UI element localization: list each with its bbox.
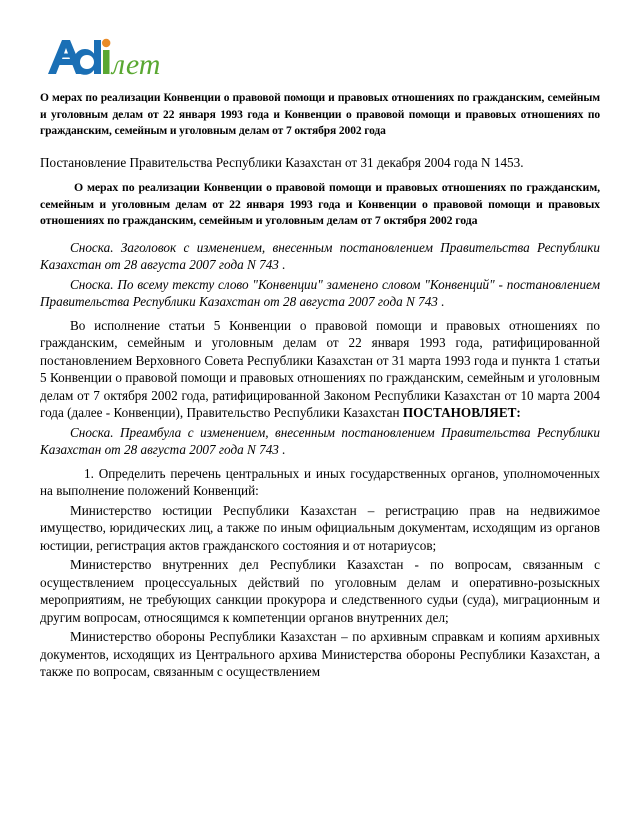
svg-text:лет: лет: [112, 48, 161, 81]
org-paragraph-defence: Министерство обороны Республики Казахстан – по архивным справкам и копиям архивных документов, исходящих из Центрального архива Министерства обороны Республики Казахстан, а также по вопросам, связанным с осуществлением: [40, 629, 600, 679]
preamble-paragraph: [40, 317, 600, 422]
footnote-2: Сноска. По всему тексту слово "Конвенции" заменено словом "Конвенций" - постановлением Правительства Республики Казахстан от 28 августа 2007 года N 743 .: [40, 276, 600, 309]
footnote-3: Сноска. Преамбула с изменением, внесенным постановлением Правительства Республики Казахстан от 28 августа 2007 года N 743 .: [40, 424, 600, 457]
footnote-1: Сноска. Заголовок с изменением, внесенным постановлением Правительства Республики Казахстан от 28 августа 2007 года N 743 .: [40, 239, 600, 272]
source-line: Постановление Правительства Республики Казахстан от 31 декабря 2004 года N 1453.: [40, 154, 524, 170]
item-1: 1. Определить перечень центральных и иных государственных органов, уполномоченных на выполнение положений Конвенций:: [40, 465, 600, 498]
preamble-text: Во исполнение статьи 5 Конвенции о правовой помощи и правовых отношениях по гражданским, семейным и уголовным делам от 22 января 1993 года, ратифицированной постановлением Верховного Совета Республики Казахстан от 31 марта 1993 года и пункта 1 статьи 5 Конвенции о правовой помощи и правовых отношениях по гражданским, семейным и уголовным делам от 7 октября 2002 года, ратифицированной Законом Республики Казахстан от 10 марта 2004 года (далее - Конвенции), Правительство Республики Казахстан: [40, 317, 600, 420]
adilet-logo-icon: [40, 34, 190, 82]
org-paragraph-justice: Министерство юстиции Республики Казахстан – регистрацию прав на недвижимое имущество, юридических лиц, а также по иным официальным документам, исходящим из органов юстиции, регистрация актов гражданского состояния и от нотариусов;: [40, 502, 600, 553]
document-content: [40, 90, 600, 683]
resolves-keyword: ПОСТАНОВЛЯЕТ:: [402, 405, 521, 420]
adilet-logo[interactable]: [40, 34, 190, 82]
heading-repeat: О мерах по реализации Конвенции о правовой помощи и правовых отношениях по гражданским, семейным и уголовным делам от 22 января 1993 года и Конвенции о правовой помощи и правовых отношениях по гражданским, семейным и уголовным делам от 7 октября 2002 года: [40, 180, 600, 227]
page-title: О мерах по реализации Конвенции о правовой помощи и правовых отношениях по гражданским, семейным и уголовным делам от 22 января 1993 года и Конвенции о правовой помощи и правовых отношениях по гражданским, семейным и уголовным делам от 7 октября 2002 года: [40, 92, 600, 137]
org-paragraph-internal-affairs: Министерство внутренних дел Республики Казахстан - по вопросам, связанным с осуществлением процессуальных действий по уголовным делам и оперативно-розыскных мероприятиям, не требующих санкции прокурора и следственного судьи (суда), миграционным и другим вопросам, относящимся к компетенции органов внутренних дел;: [40, 557, 600, 625]
